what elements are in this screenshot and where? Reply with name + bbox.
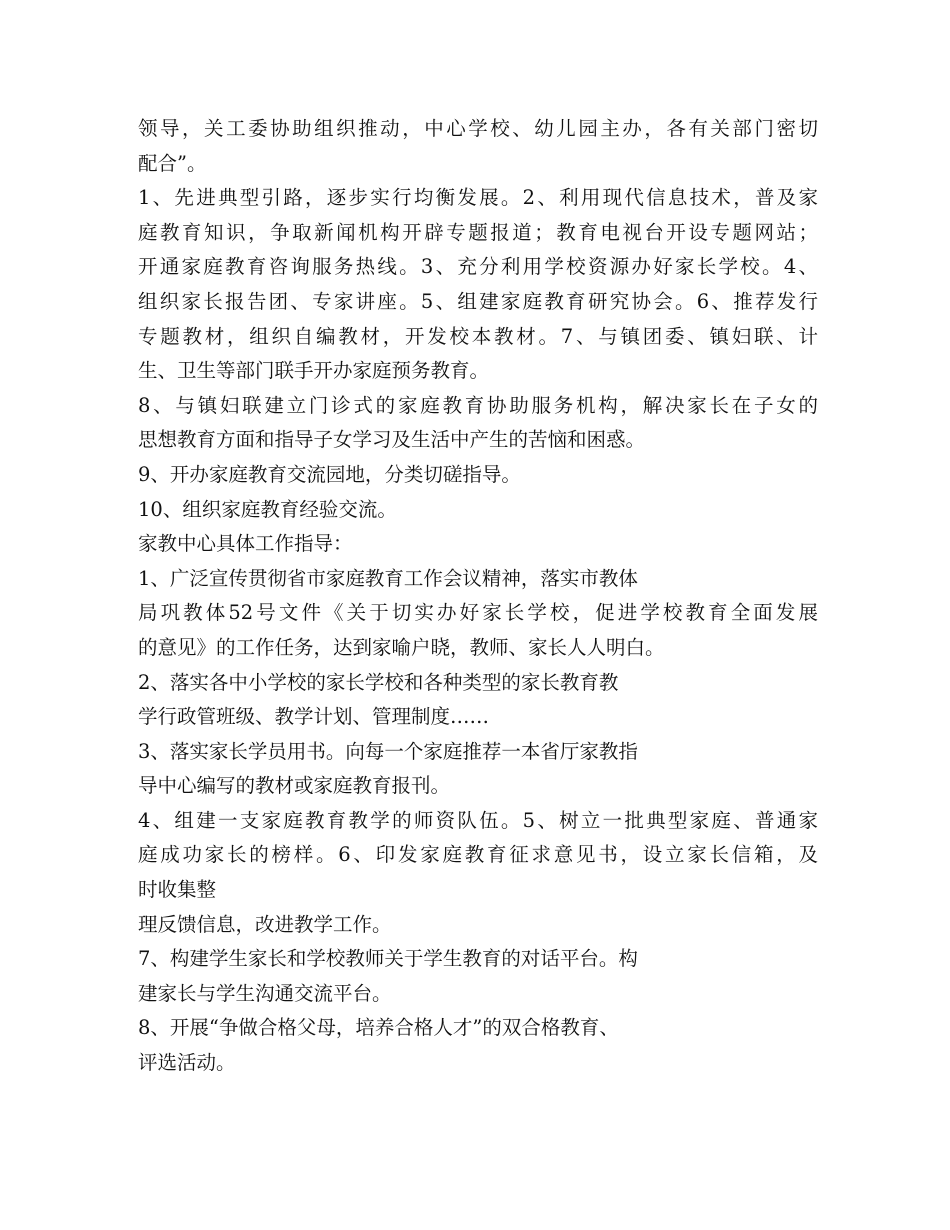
text-line: 家教中心具体工作指导： xyxy=(138,532,353,556)
text-line: 时收集整 xyxy=(138,878,217,902)
text-line: 10、组织家庭教育经验交流。 xyxy=(138,497,397,521)
text-line: 思想教育方面和指导子女学习及生活中产生的苦恼和困惑。 xyxy=(138,428,646,452)
text-line: 专题教材，组织自编教材，开发校本教材。7、与镇团委、镇妇联、计 xyxy=(138,324,818,348)
text-line: 开通家庭教育咨询服务热线。3、充分利用学校资源办好家长学校。4、 xyxy=(138,255,818,279)
text-line: 庭成功家长的榜样。6、印发家庭教育征求意见书，设立家长信箱，及 xyxy=(138,843,818,867)
document-body xyxy=(138,112,818,1081)
text-line: 评选活动。 xyxy=(138,1051,236,1075)
text-line: 8、与镇妇联建立门诊式的家庭教育协助服务机构，解决家长在子女的 xyxy=(138,393,818,417)
text-line: 组织家长报告团、专家讲座。5、组建家庭教育研究协会。6、推荐发行 xyxy=(138,289,818,313)
text-line: 2、落实各中小学校的家长学校和各种类型的家长教育教 xyxy=(138,670,619,694)
text-line: 9、开办家庭教育交流园地，分类切磋指导。 xyxy=(138,462,521,486)
text-line: 配合”。 xyxy=(138,151,207,175)
text-line: 1、广泛宣传贯彻省市家庭教育工作会议精神，落实市教体 xyxy=(138,566,638,590)
text-line: 4、组建一支家庭教育教学的师资队伍。5、树立一批典型家庭、普通家 xyxy=(138,808,818,832)
text-line: 庭教育知识，争取新闻机构开辟专题报道；教育电视台开设专题网站； xyxy=(138,220,818,244)
text-line: 学行政管班级、教学计划、管理制度…… xyxy=(138,705,490,729)
text-line: 领导，关工委协助组织推动，中心学校、幼儿园主办，各有关部门密切 xyxy=(138,117,818,140)
text-line: 导中心编写的教材或家庭教育报刊。 xyxy=(138,774,451,798)
text-line: 8、开展“争做合格父母，培养合格人才”的双合格教育、 xyxy=(138,1016,619,1040)
text-line: 7、构建学生家长和学校教师关于学生教育的对话平台。构 xyxy=(138,947,638,971)
text-line: 生、卫生等部门联手开办家庭预务教育。 xyxy=(138,359,490,383)
text-line: 1、先进典型引路，逐步实行均衡发展。2、利用现代信息技术，普及家 xyxy=(138,186,818,210)
text-line: 的意见》的工作任务，达到家喻户晓，教师、家长人人明白。 xyxy=(138,635,665,659)
text-line: 局巩教体52号文件《关于切实办好家长学校，促进学校教育全面发展 xyxy=(138,601,818,625)
text-line: 建家长与学生沟通交流平台。 xyxy=(138,981,392,1005)
text-line: 3、落实家长学员用书。向每一个家庭推荐一本省厅家教指 xyxy=(138,739,638,763)
text-line: 理反馈信息，改进教学工作。 xyxy=(138,912,392,936)
